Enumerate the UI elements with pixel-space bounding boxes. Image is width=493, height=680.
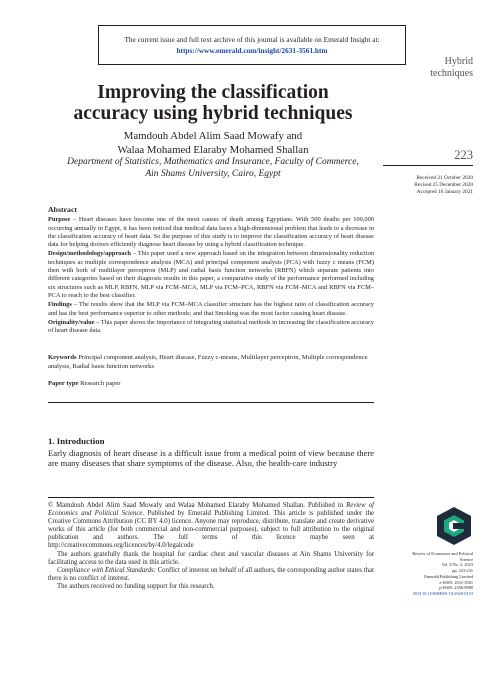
running-head-line-2: techniques [430,67,473,79]
originality-label: Originality/value [48,318,95,326]
side-divider [383,165,473,166]
availability-banner [98,25,406,65]
journal-eissn: e-ISSN: 2631-3561 [439,579,473,585]
license-text-a: © Mamdouh Abdel Alim Saad Mowafy and Walaa Mohamed Elaraby Mohamed Shallan. Published in [48,502,347,509]
author-list [48,130,378,157]
compliance-label: Compliance with Ethical Standards: [57,566,156,574]
license-journal: Review of Economics and Political Science [48,502,374,518]
affiliation [48,157,378,180]
paper-type-text: Research paper [78,380,121,387]
compliance-text: Conflict of interest on behalf of all authors, the corresponding author states that there is no conflict of interest. [48,566,374,582]
revised-date: Revised 25 December 2020 [414,182,473,189]
keywords-text: Principal component analysis, Heart disease, Fuzzy c-means, Multilayer perceptron, Multiple correspondence analysis, Radial basis function networks [48,354,368,370]
acknowledgement-note: The authors gratefully thank the hospital for cardiac chest and vascular diseases at Ain Shams University for facilitating access to the data used in this article. [48,550,374,566]
affiliation-line-2: Ain Shams University, Cairo, Egypt [145,168,281,179]
findings-label: Findings [48,301,72,309]
title-line-1: Improving the classification [97,82,329,103]
journal-publisher: Emerald Publishing Limited [424,573,473,579]
paper-type [48,380,374,387]
journal-volume: Vol. 8 No. 3, 2023 [441,562,473,568]
license-text-b: . Published by Emerald Publishing Limited. This article is published under the Creative Commons Attribution (CC BY 4.0) licence. Anyone may reproduce, distribute, translate and create derivative works of this article (for both commercial and non-commercial purposes), subject to full attribution to the original publication and authors. The full terms of this licence maybe seen at http://creativecommons.org/licences/by/4.0/legalcode [48,510,374,550]
emerald-logo-icon [434,506,474,546]
abstract-design [48,250,374,300]
running-head [400,56,473,79]
banner-text: The current issue and full text archive of this journal is available on Emerald Insight at: [124,35,380,44]
journal-pages: pp. 223-231 [452,568,473,574]
affiliation-line-1: Department of Statistics, Mathematics and Insurance, Faculty of Commerce, [67,157,359,167]
paper-type-label: Paper type [48,380,79,387]
abstract-findings [48,301,374,318]
page-number: 223 [454,148,473,162]
originality-text: – This paper shows the importance of integrating statistical methods in increasing the classification accuracy of heart disease data. [48,318,374,335]
footnotes [48,502,374,591]
journal-name-line-1: Review of Economics and Political [412,551,473,556]
journal-info [383,551,473,597]
abstract-divider [48,402,374,403]
footnote-divider [48,497,374,498]
doi-link[interactable]: DOI 10.1108/REPS-10-2020-0153 [413,590,473,596]
journal-pissn: p-ISSN: 2356-9980 [439,585,473,591]
abstract-heading: Abstract [48,205,78,214]
journal-name-line-2: Science [459,556,473,562]
journal-url-link[interactable]: https://www.emerald.com/insight/2631-3561.htm [176,46,328,55]
author-line-2: Walaa Mohamed Elaraby Mohamed Shallan [117,143,309,156]
article-title [48,82,378,124]
keywords [48,354,374,371]
author-line-1: Mamdouh Abdel Alim Saad Mowafy and [123,130,303,142]
abstract-section [48,206,374,336]
accepted-date: Accepted 16 January 2021 [416,189,473,196]
funding-note: The authors received no funding support for this research. [57,582,215,590]
compliance-note [48,567,374,583]
introduction-paragraph: Early diagnosis of heart disease is a difficult issue from a medical point of view because there are many diseases that share symptoms of the disease. Also, the health-care industry [48,448,374,469]
keywords-label: Keywords [48,354,77,361]
license-note [48,502,374,551]
introduction-heading: 1. Introduction [48,436,105,446]
title-line-2: accuracy using hybrid techniques [73,103,353,124]
submission-dates [383,175,473,197]
purpose-text: – Heart diseases have become one of the most causes of death among Egyptians. With 500 deaths per 100,000 occurring annually in Egypt, it has been noticed that medical data faces a high-dimensional problem that leads to a decrease in the classification accuracy of heart data. So the purpose of this study is to improve the classification accuracy of heart disease data for helping doctors efficiently diagnose heart disease by using a hybrid classification technique. [48,216,374,249]
running-head-line-1: Hybrid [444,56,473,67]
abstract-originality [48,319,374,336]
purpose-label: Purpose [48,216,71,224]
design-text: – This paper used a new approach based on the integration between dimensionality reduction techniques as multiple correspondence analysis (MCA) and principal component analysis (PCA) with fuzzy c means (FCM) then with both of multilayer perceptron (MLP) and radial basis function networks (RBFN) which separate patients into different categories based on their diagnosis results in this paper, a comparative study of the performance performed including six structures such as MLP, RBFN, MLP via FCM–MCA, MLP via FCM–PCA, RBFN via FCM–MCA and RBFN via FCM–PCA to reach to the best classifier. [48,250,374,299]
findings-text: – The results show that the MLP via FCM–MCA classifier structure has the highest ratio of classification accuracy and has the best performance superior to other methods; and that Smoking was the most factor causing heart disease. [48,301,374,317]
design-label: Design/methodology/approach [48,250,131,258]
abstract-purpose [48,216,374,249]
received-date: Received 21 October 2020 [416,175,473,181]
